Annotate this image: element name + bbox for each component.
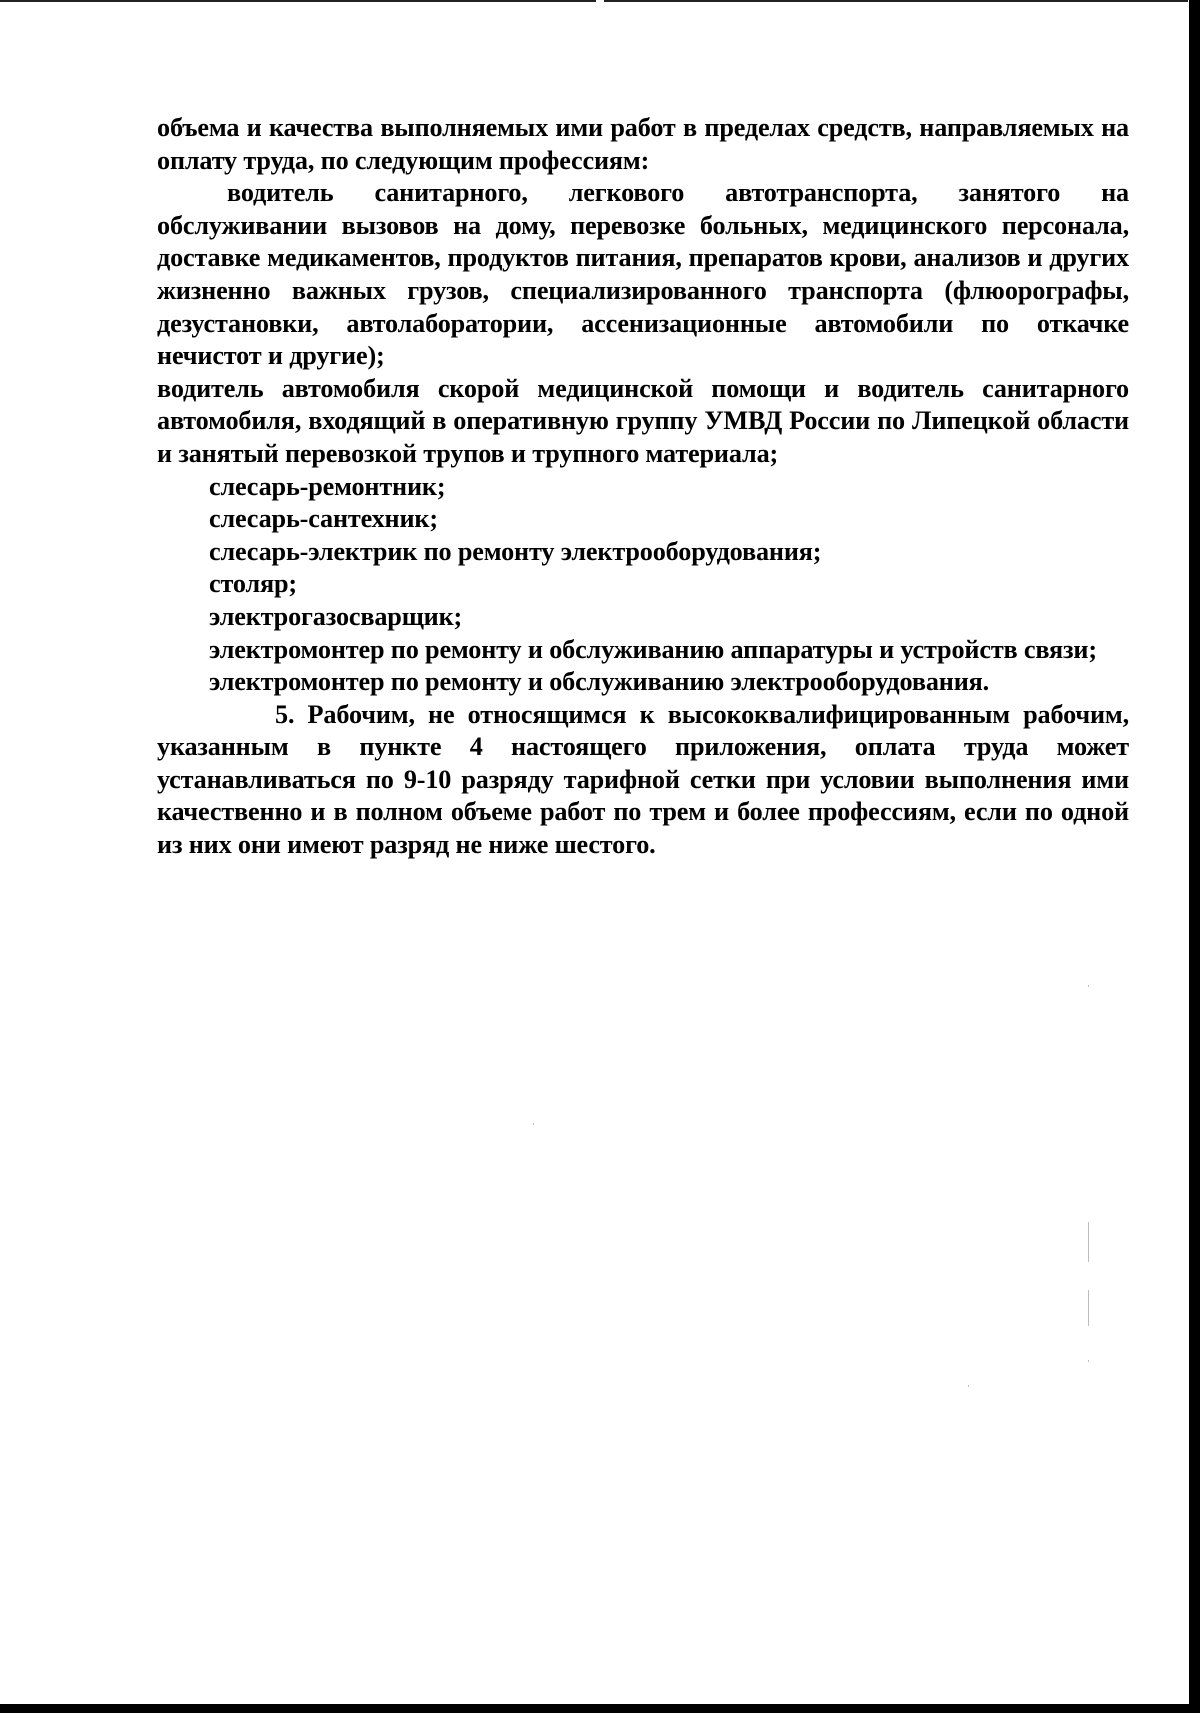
profession-item: слесарь-электрик по ремонту электрооборудования; [209, 536, 822, 566]
scan-speck [533, 1123, 534, 1125]
scan-top-gap [596, 0, 604, 3]
scan-speck [1088, 1290, 1089, 1326]
scan-speck [1088, 1360, 1089, 1362]
scan-right-border [1189, 0, 1200, 1713]
profession-item: электромонтер по ремонту и обслуживанию аппаратуры и устройств связи; [209, 634, 1097, 664]
scan-speck [1088, 985, 1089, 987]
paragraph-item-5: 5. Рабочим, не относящимся к высококвалифицированным рабочим, указанным в пункте 4 настоящего приложения, оплата труда может устанавливаться по 9-10 разряду тарифной сетки при условии выполнения ими качественно и в полном объеме работ по трем и более профессиям, если по одной из них они имеют разряд не ниже шестого. [157, 699, 1129, 860]
profession-item: слесарь-ремонтник; [209, 471, 446, 501]
scan-speck [1088, 1222, 1089, 1262]
document-body [157, 112, 1129, 862]
paragraph-intro: объема и качества выполняемых ими работ в пределах средств, направляемых на оплату труда, по следующим профессиям: [157, 113, 1129, 175]
scan-bottom-border [0, 1704, 1200, 1713]
profession-item: электрогазосварщик; [209, 601, 463, 631]
scan-top-edge [0, 0, 1188, 2]
profession-item: слесарь-сантехник; [209, 504, 438, 534]
scan-speck [968, 1385, 969, 1387]
paragraph-driver-sanitary: водитель санитарного, легкового автотранспорта, занятого на обслуживании вызовов на дому, перевозке больных, медицинского персонала, доставке медикаментов, продуктов питания, препаратов крови, анализов и других жизненно важных грузов, специализированного транспорта (флюорографы, дезустановки, автолаборатории, ассенизационные автомобили по откачке нечистот и другие); [157, 178, 1129, 371]
profession-item: электромонтер по ремонту и обслуживанию электрооборудования. [209, 667, 990, 697]
paragraph-driver-ambulance: водитель автомобиля скорой медицинской помощи и водитель санитарного автомобиля, входящий в оперативную группу УМВД России по Липецкой области и занятый перевозкой трупов и трупного материала; [157, 373, 1129, 468]
profession-item: столяр; [209, 569, 297, 599]
